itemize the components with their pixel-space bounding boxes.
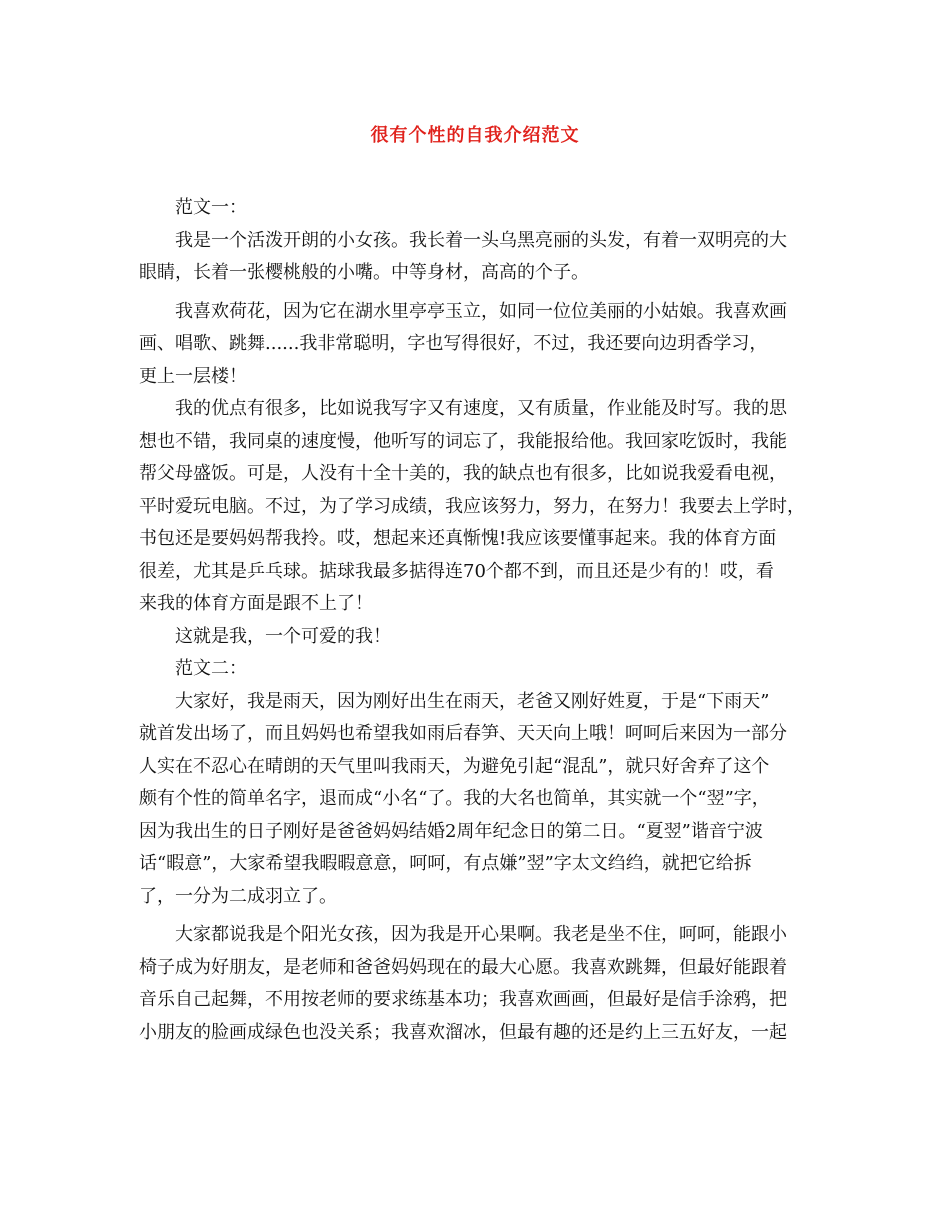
text-line: 很差，尤其是乒乓球。掂球我最多掂得连70个都不到，而且还是少有的！哎，看 [139, 560, 774, 582]
text-line: 我是一个活泼开朗的小女孩。我长着一头乌黑亮丽的头发，有着一双明亮的大 [175, 229, 787, 251]
text-line: 话“暇意”，大家希望我暇暇意意，呵呵，有点嫌”翌”字太文绉绉，就把它给拆 [139, 853, 752, 874]
text-line: 因为我出生的日子刚好是爸爸妈妈结婚2周年纪念日的第二日。“夏翌”谐音宁波 [139, 820, 763, 842]
text-line: 范文一： [175, 197, 247, 218]
text-line: 小朋友的脸画成绿色也没关系；我喜欢溜冰，但最有趣的还是约上三五好友，一起 [139, 1021, 787, 1043]
text-line: 想也不错，我同桌的速度慢，他听写的词忘了，我能报给他。我回家吃饭时，我能 [139, 430, 787, 452]
text-line: 人实在不忍心在晴朗的天气里叫我雨天，为避免引起“混乱”，就只好舍弃了这个 [139, 755, 770, 777]
text-line: 音乐自己起舞，不用按老师的要求练基本功；我喜欢画画，但最好是信手涂鸦，把 [139, 989, 787, 1010]
text-line: 这就是我，一个可爱的我！ [175, 625, 391, 647]
text-line: 椅子成为好朋友，是老师和爸爸妈妈现在的最大心愿。我喜欢跳舞，但最好能跟着 [139, 956, 787, 978]
text-line: 眼睛，长着一张樱桃般的小嘴。中等身材，高高的个子。 [139, 262, 589, 283]
text-line: 就首发出场了，而且妈妈也希望我如雨后春笋、天天向上哦！呵呵后来因为一部分 [139, 723, 787, 744]
text-line: 更上一层楼！ [139, 365, 247, 387]
text-line: 来我的体育方面是跟不上了！ [139, 593, 373, 614]
text-line: 书包还是要妈妈帮我拎。哎，想起来还真惭愧!我应该要懂事起来。我的体育方面 [139, 528, 777, 549]
text-line: 颇有个性的简单名字，退而成“小名“了。我的大名也简单，其实就一个“翌”字， [139, 788, 770, 809]
text-line: 画、唱歌、跳舞......我非常聪明，字也写得很好，不过，我还要向边玥香学习， [139, 333, 768, 354]
text-line: 平时爱玩电脑。不过，为了学习成绩，我应该努力，努力，在努力！我要去上学时， [139, 495, 805, 517]
text-line: 大家都说我是个阳光女孩，因为我是开心果啊。我老是坐不住，呵呵，能跟小 [175, 924, 787, 945]
text-line: 大家好，我是雨天，因为刚好出生在雨天，老爸又刚好姓夏，于是“下雨天” [175, 690, 770, 712]
document-body [139, 192, 829, 1049]
text-line: 了，一分为二成羽立了。 [139, 885, 337, 907]
text-line: 帮父母盛饭。可是，人没有十全十美的，我的缺点也有很多，比如说我爱看电视， [139, 463, 787, 484]
text-line: 我喜欢荷花，因为它在湖水里亭亭玉立，如同一位位美丽的小姑娘。我喜欢画 [175, 300, 787, 322]
text-line: 我的优点有很多，比如说我写字又有速度，又有质量，作业能及时写。我的思 [175, 398, 787, 419]
text-line: 范文二： [175, 658, 247, 679]
document-title: 很有个性的自我介绍范文 [370, 125, 580, 146]
